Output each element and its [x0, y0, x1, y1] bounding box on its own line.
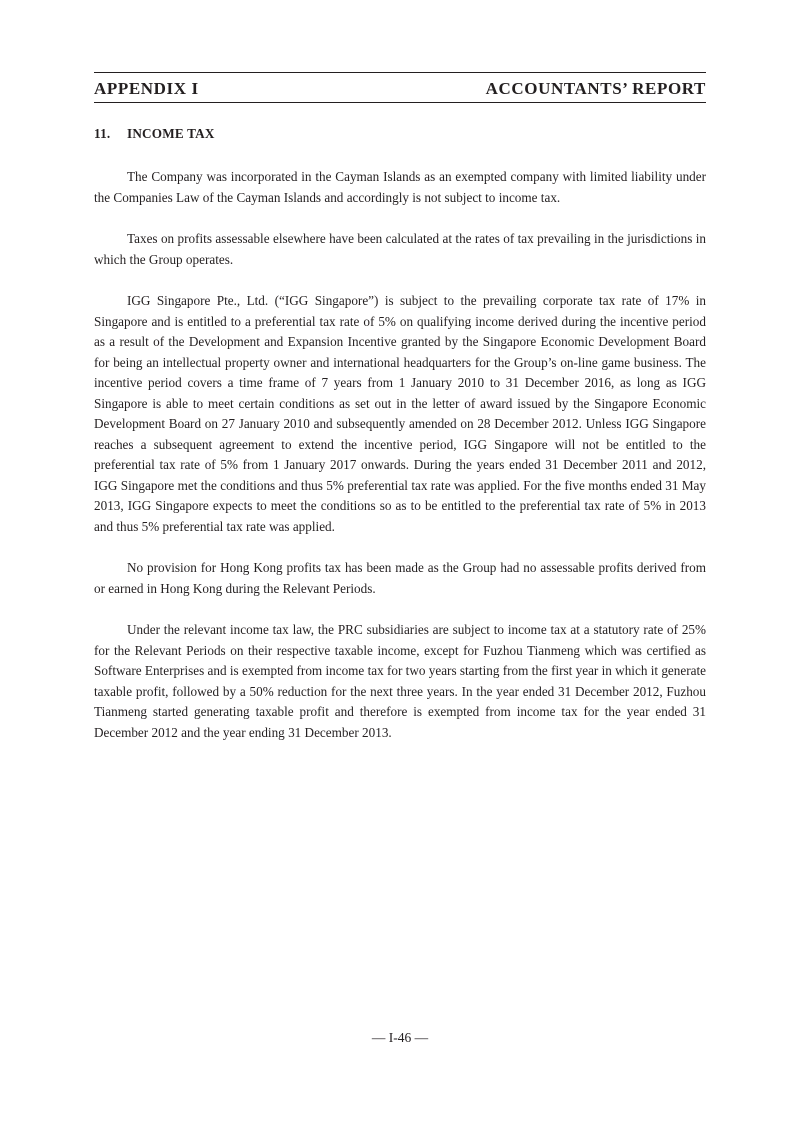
section-number: 11. [94, 126, 111, 141]
page-number: — I-46 — [371, 1030, 429, 1045]
paragraph-igg-singapore: IGG Singapore Pte., Ltd. (“IGG Singapore”) is subject to the prevailing corporate tax rate of 17% in Singapore and is entitled to a preferential tax rate of 5% on qualifying income derived during the incentive period as a result of the Development and Expansion Incentive granted by the Singapore Economic Development Board for being an intellectual property owner and international headquarters for the Group’s on-line game business. The incentive period covers a time frame of 7 years from 1 January 2010 to 31 December 2016, as long as IGG Singapore is able to meet certain conditions as set out in the letter of award issued by the Singapore Economic Development Board on 27 January 2010 and subsequently amended on 28 December 2012. Unless IGG Singapore reaches a subsequent agreement to extend the incentive period, IGG Singapore will not be entitled to the preferential tax rate of 5% from 1 January 2017 onwards. During the years ended 31 December 2011 and 2012, IGG Singapore met the conditions and thus 5% preferential tax rate was applied. For the five months ended 31 May 2013, IGG Singapore expects to meet the conditions so as to be entitled to the preferential tax rate of 5% in 2013 and thus 5% preferential tax rate was applied. [94, 293, 706, 534]
header-bottom-rule [94, 102, 706, 103]
paragraph-hong-kong: No provision for Hong Kong profits tax has been made as the Group had no assessable profits derived from or earned in Hong Kong during the Relevant Periods. [94, 560, 706, 596]
document-page [94, 0, 706, 1131]
header-appendix-label: APPENDIX I [94, 79, 199, 98]
paragraph-prc-subsidiaries: Under the relevant income tax law, the PRC subsidiaries are subject to income tax at a statutory rate of 25% for the Relevant Periods on their respective taxable income, except for Fuzhou Tianmeng which was certified as Software Enterprises and is exempted from income tax for two years starting from the first year in which it generate taxable profit, followed by a 50% reduction for the next three years. In the year ended 31 December 2012, Fuzhou Tianmeng started generating taxable profit and therefore is exempted from income tax for the year ended 31 December 2012 and the year ending 31 December 2013. [94, 622, 706, 740]
section-title: INCOME TAX [127, 126, 215, 141]
header-report-title: ACCOUNTANTS’ REPORT [485, 79, 706, 98]
paragraph-cayman-exemption: The Company was incorporated in the Cayman Islands as an exempted company with limited liability under the Companies Law of the Cayman Islands and accordingly is not subject to income tax. [94, 169, 706, 205]
section-heading [94, 126, 215, 142]
paragraph-other-jurisdictions: Taxes on profits assessable elsewhere have been calculated at the rates of tax prevailing in the jurisdictions in which the Group operates. [94, 231, 706, 267]
section-body [94, 167, 706, 764]
page-header [94, 78, 706, 100]
header-top-rule [94, 72, 706, 73]
